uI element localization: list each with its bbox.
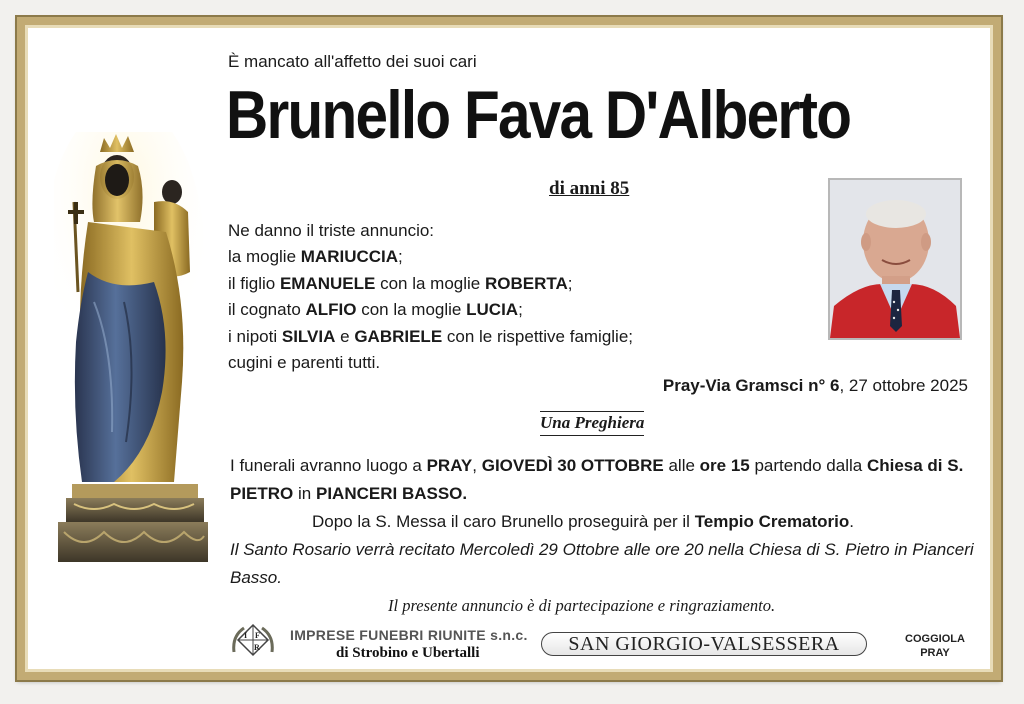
- mourner-run: MARIUCCIA: [300, 247, 399, 267]
- portrait-photo: [828, 178, 962, 340]
- ifr-logo-icon: [230, 622, 276, 660]
- mourner-run: il cognato: [228, 300, 306, 320]
- intro-text: È mancato all'affetto dei suoi cari: [228, 52, 477, 71]
- mourner-run: ;: [567, 273, 573, 293]
- place-address: Pray-Via Gramsci n° 6: [662, 376, 840, 395]
- mourner-run: con la moglie: [375, 273, 485, 293]
- place-date-text: , 27 ottobre 2025: [839, 376, 968, 395]
- mourner-line: [228, 297, 633, 323]
- participation-note: Il presente annuncio è di partecipazione e ringraziamento.: [388, 596, 776, 615]
- mourner-run: Ne danno il triste annuncio:: [228, 221, 435, 240]
- mourner-run: GABRIELE: [354, 326, 443, 346]
- funeral-run: in: [293, 484, 316, 503]
- mourner-line: [228, 218, 633, 244]
- funeral-run: I funerali avranno luogo a: [230, 456, 427, 475]
- mourner-run: ALFIO: [305, 300, 357, 320]
- funeral-run: ,: [472, 456, 482, 475]
- mourners-list: [228, 218, 633, 376]
- funeral-run: Chiesa di S. PIETRO: [230, 456, 964, 503]
- mourner-run: cugini e parenti tutti.: [228, 353, 381, 373]
- deceased-name: Brunello Fava D'Alberto: [226, 77, 851, 153]
- mourner-run: ROBERTA: [485, 273, 568, 293]
- mourner-run: ;: [518, 300, 523, 320]
- mourner-run: il figlio: [228, 273, 280, 293]
- mass-run: Tempio Crematorio: [694, 512, 850, 531]
- mourner-run: ;: [398, 247, 403, 267]
- branch-locations: [900, 632, 970, 660]
- logo-letter-f: F: [255, 631, 260, 640]
- place-date: [663, 376, 968, 396]
- mass-info: [312, 508, 854, 536]
- rosary-info: Il Santo Rosario verrà recitato Mercoledì 29 Ottobre alle ore 20 nella Chiesa di S. Pietro in Pianceri Basso.: [230, 540, 974, 587]
- mourner-run: i nipoti: [228, 326, 282, 346]
- funeral-run: alle: [663, 456, 700, 475]
- funeral-run: partendo dalla: [749, 456, 867, 475]
- funeral-run: GIOVEDÌ 30 OTTOBRE: [481, 456, 664, 475]
- mourner-line: [228, 324, 633, 350]
- mourner-run: LUCIA: [466, 300, 519, 320]
- company-name: IMPRESE FUNEBRI RIUNITE s.n.c.: [290, 627, 528, 643]
- mourner-run: SILVIA: [281, 326, 336, 346]
- mourner-run: la moglie: [228, 247, 301, 267]
- logo-letter-r: R: [254, 643, 260, 652]
- mourner-run: EMANUELE: [279, 273, 376, 293]
- mourner-run: con la moglie: [356, 300, 467, 320]
- mourner-line: [228, 244, 633, 270]
- mourner-run: con le rispettive famiglie;: [442, 326, 634, 346]
- mass-run: Dopo la S. Messa il caro Brunello proseguirà per il: [312, 512, 695, 531]
- mourner-line: [228, 350, 633, 376]
- funeral-run: PRAY: [426, 456, 473, 475]
- madonna-statue-image: [54, 132, 210, 568]
- funeral-info: [230, 452, 978, 508]
- mass-run: .: [849, 512, 855, 531]
- mourner-run: e: [335, 326, 355, 346]
- branch-line-2: PRAY: [920, 647, 950, 659]
- logo-letter-i: I: [244, 631, 248, 640]
- mourner-line: [228, 271, 633, 297]
- location-badge: SAN GIORGIO-VALSESSERA: [541, 632, 867, 656]
- company-owners: di Strobino e Ubertalli: [336, 645, 480, 661]
- age-text: di anni 85: [549, 178, 630, 199]
- funeral-run: PIANCERI BASSO.: [315, 484, 468, 503]
- prayer-label: Una Preghiera: [540, 411, 644, 436]
- branch-line-1: COGGIOLA: [905, 633, 965, 645]
- funeral-run: ore 15: [699, 456, 750, 475]
